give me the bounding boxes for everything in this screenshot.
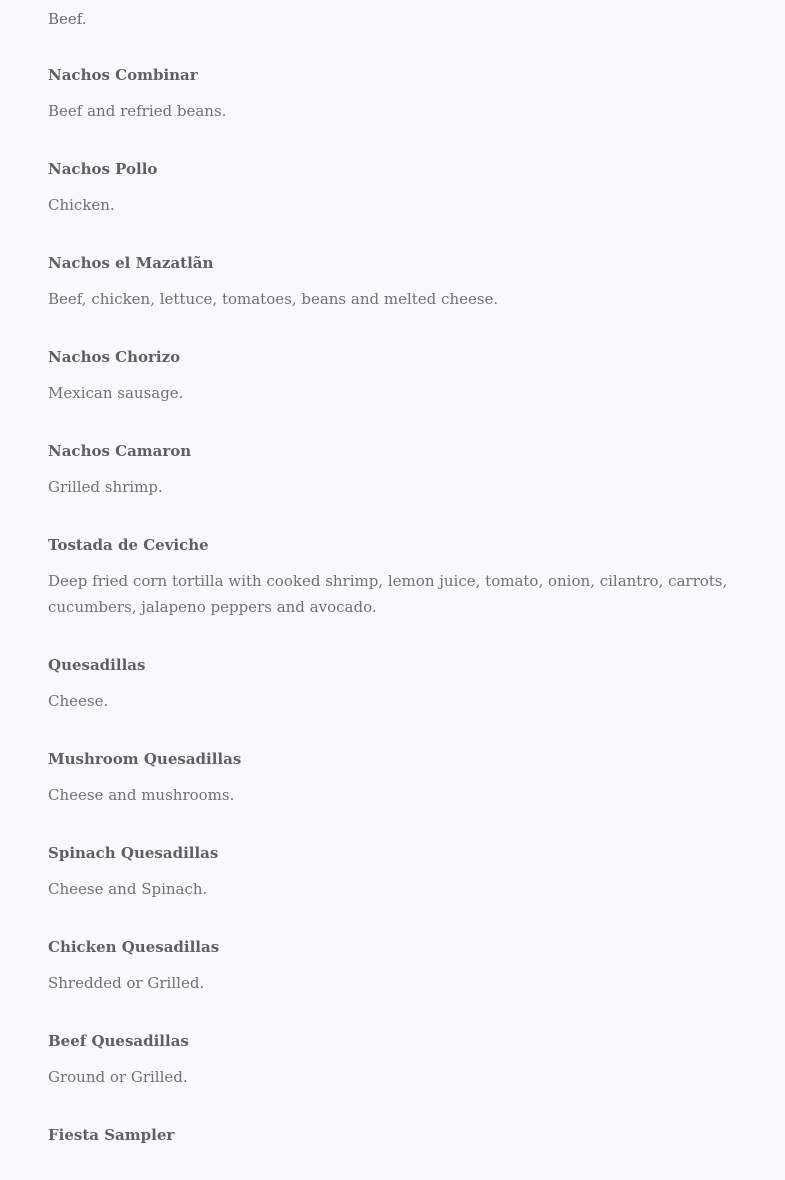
menu-item xyxy=(48,64,728,124)
menu-item-description: Grilled shrimp. xyxy=(48,478,163,496)
menu-item-name: Nachos Combinar xyxy=(48,66,198,84)
menu-item-name: Nachos Camaron xyxy=(48,442,192,460)
menu-item xyxy=(48,252,728,312)
menu-item-name: Quesadillas xyxy=(48,656,146,674)
menu-item-name: Nachos Chorizo xyxy=(48,348,181,366)
menu-item xyxy=(48,440,728,500)
menu-item-name: Nachos Pollo xyxy=(48,160,158,178)
menu-item-description: Beef and refried beans. xyxy=(48,102,227,120)
menu-item-description: Cheese and Spinach. xyxy=(48,880,208,898)
menu-list xyxy=(48,64,728,1180)
menu-item xyxy=(48,1030,728,1090)
menu-item xyxy=(48,748,728,808)
previous-item-description: Beef. xyxy=(48,10,87,28)
menu-item-description: Mexican sausage. xyxy=(48,384,184,402)
menu-item xyxy=(48,654,728,714)
menu-item xyxy=(48,158,728,218)
menu-item-description: Deep fried corn tortilla with cooked shrimp, lemon juice, tomato, onion, cilantro, carrots, cucumbers, jalapeno peppers and avocado. xyxy=(48,572,728,616)
menu-item xyxy=(48,842,728,902)
menu-item-name: Spinach Quesadillas xyxy=(48,844,219,862)
menu-item-description: Chicken. xyxy=(48,196,115,214)
menu-item xyxy=(48,534,728,620)
menu-item-description: Cheese and mushrooms. xyxy=(48,786,235,804)
menu-item xyxy=(48,346,728,406)
menu-item-name: Chicken Quesadillas xyxy=(48,938,220,956)
menu-item-name: Beef Quesadillas xyxy=(48,1032,189,1050)
menu-item-description: Beef, chicken, lettuce, tomatoes, beans and melted cheese. xyxy=(48,290,499,308)
menu-item-name: Nachos el Mazatlãn xyxy=(48,254,214,272)
menu-item-description: Ground or Grilled. xyxy=(48,1068,188,1086)
menu-item-description: Shredded or Grilled. xyxy=(48,974,205,992)
menu-item xyxy=(48,936,728,996)
menu-item-name: Tostada de Ceviche xyxy=(48,536,209,554)
menu-item xyxy=(48,1124,728,1146)
menu-item-description: Cheese. xyxy=(48,692,109,710)
menu-item-name: Mushroom Quesadillas xyxy=(48,750,242,768)
menu-item-name: Fiesta Sampler xyxy=(48,1126,175,1144)
